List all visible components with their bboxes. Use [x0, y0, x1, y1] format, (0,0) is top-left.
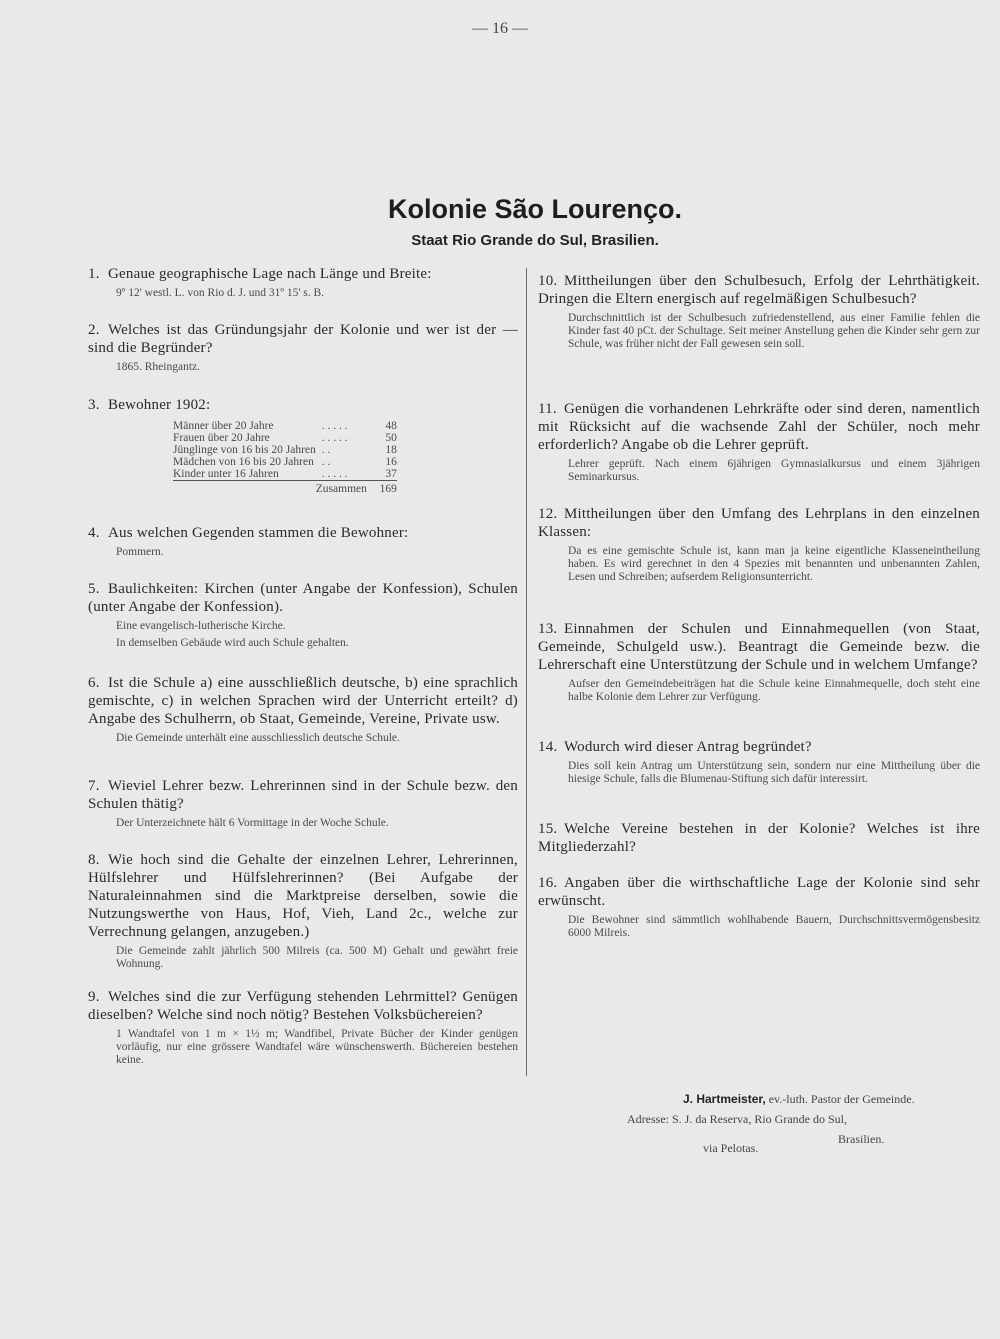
page-title: Kolonie São Lourenço. [387, 194, 683, 224]
population-row: Jünglinge von 16 bis 20 Jahren . . 18 [173, 444, 397, 456]
answer-1: 9º 12' westl. L. von Rio d. J. und 31º 15' s. B. [116, 287, 325, 299]
answer-6: Die Gemeinde unterhält eine ausschliesslich deutsche Schule. [116, 732, 400, 744]
population-total: Zusammen 169 [173, 481, 397, 496]
answer-10: Durchschnittlich ist der Schulbesuch zufriedenstellend, aus einer Familie fehlen die Kinder fast 40 pCt. der Schultage. Seit meiner Anstellung gehen die Kinder sehr gern zur Schule, was früher nicht der Fall gewesen sein soll. [568, 312, 980, 350]
question-16: 16. Angaben über die wirthschaftliche Lage der Kolonie sind sehr erwünscht. Die Bewohner sind sämmtlich wohlhabende Bauern, Durchschnittsvermögensbesitz 6000 Milreis. [538, 875, 980, 939]
question-15: 15. Welche Vereine bestehen in der Kolonie? Welches ist ihre Mitgliederzahl? [538, 821, 980, 855]
answer-11: Lehrer geprüft. Nach einem 6jährigen Gymnasialkursus und einem 3jährigen Seminarkursus. [568, 458, 980, 483]
answer-13: Aufser den Gemeindebeiträgen hat die Schule keine Einnahmequelle, doch steht eine halbe Kolonie dem Lehrer zur Verfügung. [568, 678, 980, 703]
answer-16: Die Bewohner sind sämmtlich wohlhabende Bauern, Durchschnittsvermögensbesitz 6000 Milreis. [568, 914, 980, 939]
column-divider [526, 268, 527, 1076]
answer-2: 1865. Rheingantz. [116, 361, 200, 373]
question-3: 3. Bewohner 1902: Männer über 20 Jahre . . . . . 48 Frauen über 20 Jahre . . . . . 50 Jünglinge von 16 bis 20 Jahren . . 18 Mädchen von 16 bis 20 Jahren . . 16 Kinder unter 16 Jahren . . . . . 37 Zusammen 169 [88, 397, 397, 495]
signature-role: ev.-luth. Pastor der Gemeinde. [768, 1092, 915, 1106]
answer-14: Dies soll kein Antrag um Unterstützung sein, sondern nur eine Mittheilung über die hiesige Schule, falls die Blumenau-Stiftung sich dafür interessirt. [568, 760, 980, 785]
population-table [173, 420, 397, 495]
answer-4: Pommern. [116, 546, 164, 558]
address-label: Adresse: [627, 1112, 669, 1126]
question-5: 5. Baulichkeiten: Kirchen (unter Angabe der Konfession), Schulen (unter Angabe der Konfession). Eine evangelisch-lutherische Kirche. In demselben Gebäude wird auch Schule gehalten. [88, 581, 518, 649]
answer-9: 1 Wandtafel von 1 m × 1½ m; Wandfibel, Private Bücher der Kinder genügen vorläufig, nur eine grössere Wandtafel wäre wünschenswerth. Büchereien bestehen keine. [116, 1028, 518, 1066]
address-country: Brasilien. [838, 1132, 885, 1146]
answer-8: Die Gemeinde zahlt jährlich 500 Milreis (ca. 500 M) Gehalt und gewährt freie Wohnung. [116, 945, 518, 970]
question-7: 7. Wieviel Lehrer bezw. Lehrerinnen sind in der Schule bezw. den Schulen thätig? Der Unterzeichnete hält 6 Vormittage in der Woche Schule. [88, 778, 518, 829]
address-text: S. J. da Reserva, Rio Grande do Sul, [672, 1112, 847, 1126]
address-line [627, 1112, 847, 1127]
question-14: 14. Wodurch wird dieser Antrag begründet? Dies soll kein Antrag um Unterstützung sein, sondern nur eine Mittheilung über die hiesige Schule, falls die Blumenau-Stiftung sich dafür interessirt. [538, 739, 980, 785]
population-row: Männer über 20 Jahre . . . . . 48 [173, 420, 397, 432]
population-row: Kinder unter 16 Jahren . . . . . 37 [173, 468, 397, 480]
question-6: 6. Ist die Schule a) eine ausschließlich deutsche, b) eine sprachlich gemischte, c) in welchen Sprachen wird der Unterricht erteilt? d) Angabe des Schulherrn, ob Staat, Gemeinde, Vereine, Private usw. Die Gemeinde unterhält eine ausschliesslich deutsche Schule. [88, 675, 518, 744]
answer-7: Der Unterzeichnete hält 6 Vormittage in der Woche Schule. [116, 817, 389, 829]
signature-line [683, 1092, 915, 1107]
population-row: Mädchen von 16 bis 20 Jahren . . 16 [173, 456, 397, 468]
page-number: — 16 — [472, 20, 528, 37]
question-4: 4. Aus welchen Gegenden stammen die Bewohner: Pommern. [88, 524, 518, 561]
question-12: 12. Mittheilungen über den Umfang des Lehrplans in den einzelnen Klassen: Da es eine gemischte Schule ist, kann man ja keine eigentliche Klasseneintheilung haben. Es wird gerechnet in den 4 Spezies mit benannten und unbenannten Zahlen, Lesen und Schreiben; aufserdem Religionsunterricht. [538, 506, 980, 583]
answer-12: Da es eine gemischte Schule ist, kann man ja keine eigentliche Klasseneintheilung haben. Es wird gerechnet in den 4 Spezies mit benannten und unbenannten Zahlen, Lesen und Schreiben; aufserdem Religionsunterricht. [568, 545, 980, 583]
question-9: 9. Welches sind die zur Verfügung stehenden Lehrmittel? Genügen dieselben? Welche sind noch nötig? Bestehen Volksbüchereien? 1 Wandtafel von 1 m × 1½ m; Wandfibel, Private Bücher der Kinder genügen vorläufig, nur eine grössere Wandtafel wäre wünschenswerth. Büchereien bestehen keine. [88, 989, 518, 1066]
answer-5a: Eine evangelisch-lutherische Kirche. [116, 620, 286, 632]
question-13: 13. Einnahmen der Schulen und Einnahmequellen (von Staat, Gemeinde, Schulgeld usw.). Beantragt die Gemeinde bezw. die Lehrerschaft eine Unterstützung der Schule und in welchem Umfange? Aufser den Gemeindebeiträgen hat die Schule keine Einnahmequelle, doch steht eine halbe Kolonie dem Lehrer zur Verfügung. [538, 621, 980, 703]
address-via: via Pelotas. [703, 1141, 759, 1155]
answer-5b: In demselben Gebäude wird auch Schule gehalten. [116, 637, 349, 649]
population-row: Frauen über 20 Jahre . . . . . 50 [173, 432, 397, 444]
question-8: 8. Wie hoch sind die Gehalte der einzelnen Lehrer, Lehrerinnen, Hülfslehrer und Hülfslehrerinnen? (Bei Aufgabe der Naturaleinnahmen sind die Marktpreise derselben, sowie die Nutzungswerthe von Haus, Hof, Vieh, Land 2c., welche zur Verrechnung gelangen, anzugeben.) Die Gemeinde zahlt jährlich 500 Milreis (ca. 500 M) Gehalt und gewährt freie Wohnung. [88, 852, 518, 970]
question-2: 2. Welches ist das Gründungsjahr der Kolonie und wer ist der — sind die Begründer? 1865. Rheingantz. [88, 322, 518, 373]
question-10: 10. Mittheilungen über den Schulbesuch, Erfolg der Lehrthätigkeit. Dringen die Eltern energisch auf regelmäßigen Schulbesuch? Durchschnittlich ist der Schulbesuch zufriedenstellend, aus einer Familie fehlen die Kinder fast 40 pCt. der Schultage. Seit meiner Anstellung gehen die Kinder sehr gern zur Schule, was früher nicht der Fall gewesen sein soll. [538, 273, 980, 350]
question-11: 11. Genügen die vorhandenen Lehrkräfte oder sind deren, namentlich mit Rücksicht auf die wachsende Zahl der Schüler, noch mehr erforderlich? Angabe ob die Lehrer geprüft. Lehrer geprüft. Nach einem 6jährigen Gymnasialkursus und einem 3jährigen Seminarkursus. [538, 401, 980, 483]
page-subtitle: Staat Rio Grande do Sul, Brasilien. [411, 232, 659, 249]
question-1: 1. Genaue geographische Lage nach Länge und Breite: 9º 12' westl. L. von Rio d. J. und 31º 15' s. B. [88, 265, 518, 302]
signature-name: J. Hartmeister, [683, 1092, 766, 1106]
